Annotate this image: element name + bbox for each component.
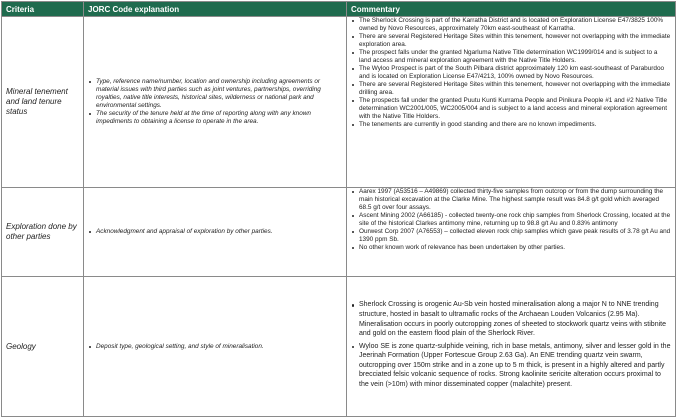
explanation-item: Type, reference name/number, location and ownership including agreements or material issues with third parties such as joint ventures, partnerships, overriding royalties, native title interests, historical sites, wilderness or national park and environmental settings. (96, 78, 342, 110)
table-row (2, 277, 676, 417)
explanation-list (87, 343, 342, 351)
explanation-item: The security of the tenure held at the time of reporting along with any known impediments to obtaining a license to operate in the area. (96, 110, 342, 126)
commentary-list (350, 17, 671, 129)
table-row (2, 17, 676, 188)
table-header-row (2, 2, 676, 17)
explanation-list (87, 78, 342, 126)
explanation-list (87, 228, 342, 236)
commentary-cell (347, 277, 676, 417)
commentary-list (350, 188, 671, 252)
criteria-cell: Mineral tenement and land tenure status (2, 17, 84, 188)
commentary-item: The prospects fall under the granted Puutu Kunti Kurrama People and Pinikura People #1 and #2 Native Title determination WC2001/005, WC2005/004 and is subject to a land access and mineral exploration agreement with the Native Title Holders. (359, 97, 671, 121)
explanation-cell (84, 277, 347, 417)
header-commentary: Commentary (347, 2, 676, 17)
commentary-item: Wyloo SE is zone quartz-sulphide veining, rich in base metals, antimony, silver and lesser gold in the Jeerinah Formation (Upper Fortescue Group 2.63 Ga). An ENE trending quartz vein swarm, outcropping over 150m strike and in a zone up to 5 m thick, is present in a highly altered and partly brecciated felsic volcanic sequence of rocks. Strong kaolinite sericite alteration occurs proximal to the vein (>10m) with minor disseminated copper (malachite) present. (359, 342, 671, 389)
jorc-table (1, 1, 676, 417)
explanation-item: Deposit type, geological setting, and style of mineralisation. (96, 343, 342, 351)
explanation-item: Acknowledgment and appraisal of exploration by other parties. (96, 228, 342, 236)
commentary-item: Sherlock Crossing is orogenic Au-Sb vein hosted mineralisation along a major N to NNE trending structure, hosted in basalt to ultramafic rocks of the Archaean Louden Volcanics (2.95 Ma). Mineralisation occurs in poorly outcropping zones of sheeted to stockwork quartz veins with stibnite and gold on the eastern flood plain of the Sherlock River. (359, 300, 671, 338)
commentary-item: The prospect falls under the granted Ngarluma Native Title determination WC1999/014 and is subject to a land access and mineral exploration agreement with the Native Title Holders. (359, 49, 671, 65)
explanation-cell (84, 188, 347, 277)
criteria-cell: Exploration done by other parties (2, 188, 84, 277)
commentary-item: No other known work of relevance has been undertaken by other parties. (359, 244, 671, 252)
commentary-cell (347, 188, 676, 277)
commentary-item: Aarex 1997 (A53516 – A49869) collected thirty-five samples from outcrop or from the dump surrounding the main historical excavation at the Clarke Mine. The highest sample result was 84.8 g/t gold which averaged 68.5 g/t over four assays. (359, 188, 671, 212)
header-jorc-explanation: JORC Code explanation (84, 2, 347, 17)
commentary-item: The Wyloo Prospect is part of the South Pilbara district approximately 120 km east-southeast of Paraburdoo and is located on Exploration License E47/4213, 100% owned by Novo Resources. (359, 65, 671, 81)
commentary-item: Ourwest Corp 2007 (A76553) – collected eleven rock chip samples which gave peak results of 3.78 g/t Au and 1390 ppm Sb. (359, 228, 671, 243)
commentary-list (350, 300, 671, 389)
commentary-item: Ascent Mining 2002 (A66185) - collected twenty-one rock chip samples from Sherlock Crossing, located at the site of the historical Clarkes antimony mine, returning up to 98.8 g/t Au and 0.83% antimony (359, 212, 671, 227)
commentary-cell (347, 17, 676, 188)
explanation-cell (84, 17, 347, 188)
commentary-item: The Sherlock Crossing is part of the Karratha District and is located on Exploration License E47/3825 100% owned by Novo Resources, approximately 70km east-southeast of Karratha. (359, 17, 671, 33)
table-row (2, 188, 676, 277)
commentary-item: The tenements are currently in good standing and there are no known impediments. (359, 121, 671, 129)
commentary-item: There are several Registered Heritage Sites within this tenement, however not overlapping with the immediate drilling area. (359, 81, 671, 96)
commentary-item: There are several Registered Heritage Sites within this tenement, however not overlapping with the immediate exploration area. (359, 33, 671, 48)
criteria-cell: Geology (2, 277, 84, 417)
header-criteria: Criteria (2, 2, 84, 17)
